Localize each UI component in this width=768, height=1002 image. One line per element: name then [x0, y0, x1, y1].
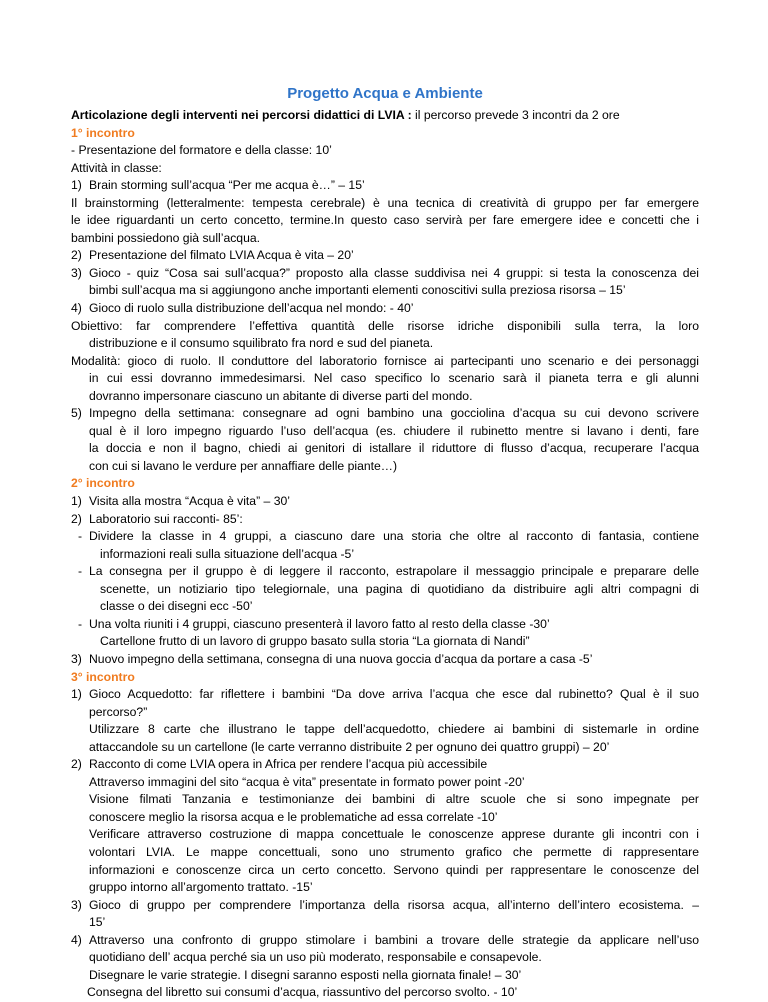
section-2-heading: 2° incontro	[71, 476, 135, 491]
s2-dash-1-text-a: Dividere la classe in 4 gruppi, a ciascuno dare una storia che oltre al racconto di fantasia, contiene	[89, 529, 699, 544]
s3-item-1	[71, 686, 699, 704]
s3-item-2-text-c: Visione filmati Tanzania e testimonianze dei bambini di altre scuole che si sono impegnate per	[89, 792, 699, 807]
s1-item-5-text-d: con cui si lavano le verdure per annaffiare delle piante…)	[89, 458, 398, 473]
s2-item-2-number: 2)	[71, 511, 82, 526]
s3-item-2-text-b: Attraverso immagini del sito “acqua è vita” presentate in formato power point -20’	[89, 774, 525, 789]
s2-dash-3-text-b: Cartellone frutto di un lavoro di gruppo basato sulla storia “La giornata di Nandi”	[100, 634, 530, 649]
s2-item-1-number: 1)	[71, 494, 82, 509]
s3-item-1-text-d: attaccandole su un cartellone (le carte verranno distribuite 2 per ognuno dei quattro gruppi) – 20’	[89, 739, 610, 754]
s2-item-2-text: Laboratorio sui racconti- 85’:	[89, 511, 243, 526]
s1-brainstorm-para-1: Il brainstorming (letteralmente: tempesta cerebrale) è una tecnica di creatività di gruppo per far emergere	[71, 195, 699, 210]
s1-brainstorm-para-2: le idee riguardanti un certo concetto, termine.In questo caso servirà per fare emergere idee e concetti che i	[71, 213, 699, 228]
s3-item-4-text-c: Disegnare le varie strategie. I disegni saranno esposti nella giornata finale! – 30’	[89, 967, 522, 982]
document-page	[71, 84, 699, 1002]
s2-dash-2-text-c: classe o dei disegni ecc -50’	[100, 599, 253, 614]
s1-item-3-number: 3)	[71, 265, 82, 280]
section-3-heading: 3° incontro	[71, 669, 135, 684]
section-1-heading: 1° incontro	[71, 125, 135, 140]
dash-bullet: -	[78, 564, 83, 579]
s2-item-3-number: 3)	[71, 651, 82, 666]
s3-item-2-text-e: Verificare attraverso costruzione di mappa concettuale le conoscenze apprese durante gli incontri con i	[89, 827, 699, 842]
s2-dash-3	[71, 616, 699, 634]
s1-activity-label: Attività in classe:	[71, 160, 162, 175]
s1-presentation: - Presentazione del formatore e della classe: 10’	[71, 143, 332, 158]
s2-item-1-text: Visita alla mostra “Acqua è vita” – 30’	[89, 494, 290, 509]
s3-item-2-text-g: informazioni e conoscenze circa un certo concetto. Servono quindi per rappresentare le conoscenze del	[89, 862, 699, 877]
s1-item-1-text: Brain storming sull’acqua “Per me acqua è…” – 15’	[89, 178, 365, 193]
s3-item-2-text-d: conoscere meglio la risorsa acqua e le problematiche ad essa correlate -10’	[89, 809, 498, 824]
s1-item-4-number: 4)	[71, 301, 82, 316]
s1-item-5-text-c: la doccia e non il bagno, chiedi ai genitori di istallare il riduttore di flusso d’acqua, recuperare l’acqua	[89, 441, 699, 456]
s1-item-1-number: 1)	[71, 178, 82, 193]
s3-item-2	[71, 756, 699, 774]
s1-brainstorm-para-3: bambini possiedono già sull’acqua.	[71, 230, 261, 245]
s1-item-5-text-b: qual è il loro impegno riguardo l’uso dell’acqua (es. chiudere il rubinetto mentre si lavano i denti, fare	[89, 423, 699, 438]
s3-item-3-number: 3)	[71, 897, 82, 912]
intro-line	[71, 107, 699, 125]
s3-item-1-text-b: percorso?”	[89, 704, 148, 719]
s3-item-4-number: 4)	[71, 932, 82, 947]
intro-bold: Articolazione degli interventi nei percorsi didattici di LVIA :	[71, 108, 412, 122]
dash-bullet: -	[78, 529, 83, 544]
s3-item-4-text-b: quotidiano dell’ acqua perché sia un uso più moderato, responsabile e consapevole.	[89, 950, 542, 965]
s1-item-2	[71, 247, 699, 265]
s2-item-2	[71, 511, 699, 529]
s2-item-3-text: Nuovo impegno della settimana, consegna di una nuova goccia d’acqua da portare a casa -5’	[89, 651, 593, 666]
s1-modality-b: in cui essi dovranno immedesimarsi. Nel caso specifico lo scenario sarà il pianeta terra e gli alunni	[89, 371, 699, 386]
s2-dash-3-text-a: Una volta riuniti i 4 gruppi, ciascuno presenterà il lavoro fatto al resto della classe -30’	[89, 616, 550, 631]
dash-bullet: -	[78, 616, 83, 631]
s1-objective-a: Obiettivo: far comprendere l’effettiva quantità delle risorse idriche disponibili sulla terra, la loro	[71, 318, 699, 333]
s3-item-4-text-a: Attraverso una confronto di gruppo stimolare i bambini a trovare delle strategie da applicare nell’uso	[89, 932, 699, 947]
s1-item-5-text-a: Impegno della settimana: consegnare ad ogni bambino una gocciolina d’acqua su cui devono scrivere	[89, 406, 699, 421]
s3-item-1-text-c: Utilizzare 8 carte che illustrano le tappe dell’acquedotto, chiedere ai bambini di sistemarle in ordine	[89, 722, 699, 737]
s3-item-2-text-a: Racconto di come LVIA opera in Africa per rendere l’acqua più accessibile	[89, 757, 488, 772]
s3-item-3	[71, 897, 699, 915]
s3-item-2-number: 2)	[71, 757, 82, 772]
s2-dash-2	[71, 563, 699, 581]
s1-objective-b: distribuzione e il consumo squilibrato fra nord e sud del pianeta.	[89, 336, 434, 351]
intro-rest: il percorso prevede 3 incontri da 2 ore	[411, 108, 620, 122]
s1-item-3-text-b: bimbi sull’acqua ma si aggiungono anche importanti elementi conoscitivi sulla preziosa risorsa – 15’	[89, 283, 626, 298]
s1-item-2-text: Presentazione del filmato LVIA Acqua è vita – 20’	[89, 248, 354, 263]
s3-item-1-text-a: Gioco Acquedotto: far riflettere i bambini “Da dove arriva l’acqua che esce dal rubinetto? Qual è il suo	[89, 687, 699, 702]
s3-item-2-text-f: volontari LVIA. Le mappe concettuali, sono uno strumento grafico che permette di rappresentare	[89, 844, 699, 859]
s1-item-4	[71, 300, 699, 318]
s1-item-1	[71, 177, 699, 195]
s3-item-3-text-a: Gioco di gruppo per comprendere l’importanza della risorsa acqua, all’interno dell’intero ecosistema. –	[89, 897, 699, 912]
s1-modality-c: dovranno impersonare ciascuno un abitante di diverse parti del mondo.	[89, 388, 473, 403]
s1-item-3-text-a: Gioco - quiz “Cosa sai sull’acqua?” proposto alla classe suddivisa nei 4 gruppi: si testa la conoscenza dei	[89, 265, 699, 280]
s3-item-4-text-d: Consegna del libretto sui consumi d’acqua, riassuntivo del percorso svolto. - 10’	[87, 985, 518, 1000]
s3-item-3-text-b: 15’	[89, 915, 106, 930]
s2-item-3	[71, 651, 699, 669]
s1-item-5-number: 5)	[71, 406, 82, 421]
s3-item-2-text-h: gruppo intorno all’argomento trattato. -15’	[89, 880, 313, 895]
s3-item-4	[71, 932, 699, 950]
s1-modality-a: Modalità: gioco di ruolo. Il conduttore del laboratorio fornisce ai partecipanti uno scenario e dei personaggi	[71, 353, 699, 368]
s1-item-2-number: 2)	[71, 248, 82, 263]
s2-dash-2-text-b: scenette, un notiziario tipo telegiornale, una pagina di quotidiano da distribuire agli altri compagni di	[100, 581, 699, 596]
s1-item-4-text: Gioco di ruolo sulla distribuzione dell’acqua nel mondo: - 40’	[89, 301, 414, 316]
s2-item-1	[71, 493, 699, 511]
s1-item-3	[71, 265, 699, 283]
s1-item-5	[71, 405, 699, 423]
s3-item-1-number: 1)	[71, 687, 82, 702]
document-title: Progetto Acqua e Ambiente	[287, 85, 483, 102]
s2-dash-1	[71, 528, 699, 546]
s2-dash-2-text-a: La consegna per il gruppo è di leggere il racconto, estrapolare il messaggio principale e preparare delle	[89, 564, 699, 579]
s2-dash-1-text-b: informazioni reali sulla situazione dell’acqua -5’	[100, 546, 355, 561]
